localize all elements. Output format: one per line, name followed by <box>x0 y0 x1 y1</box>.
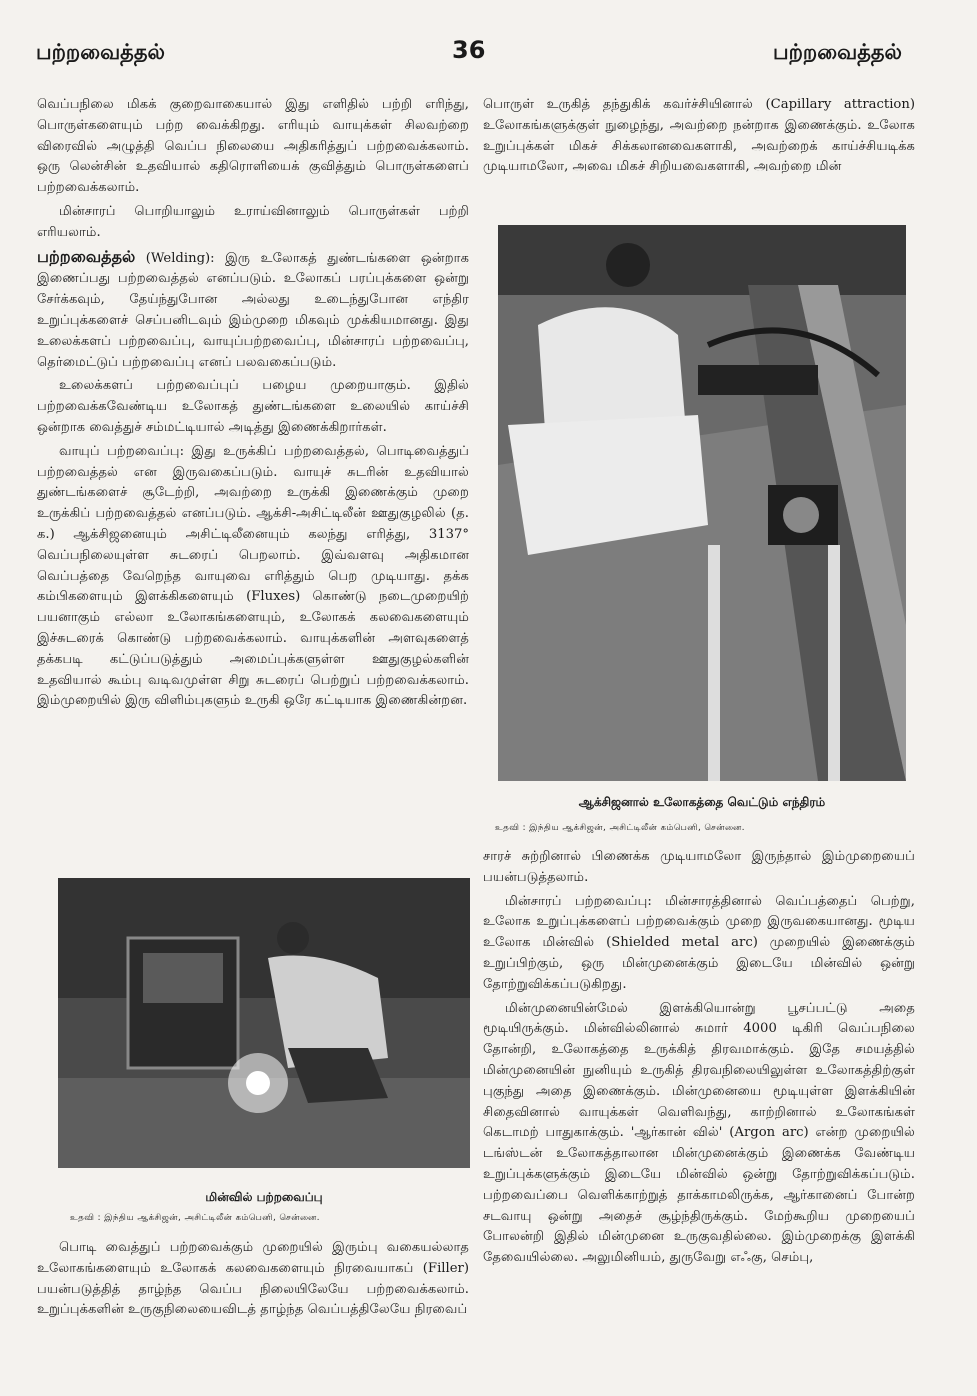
welding-definition: இரு உலோகத் துண்டங்களை ஒன்றாக இணைப்பது பற்றவைத்தல் எனப்படும். உலோகப் பரப்புக்களை ஒன்று சேர்க்கவும், தேய்ந்துபோன அல்லது உடைந்துபோன எந்திர உறுப்புக்களைச் செப்பனிடவும் இம்முறை மிகவும் முக்கியமானது. இது உலைக்களப் பற்றவைப்பு, வாயுப்பற்றவைப்பு, மின்சாரப் பற்றவைப்பு, தெர்மைட்டுப் பற்றவைப்பு எனப் பலவகைப்படும். <box>37 250 470 370</box>
paragraph: மின்சாரப் பற்றவைப்பு: மின்சாரத்தினால் வெப்பத்தைப் பெற்று, உலோக உறுப்புக்களைப் பற்றவைக்கும் முறை இருவகையானது. மூடிய உலோக மின்வில் (Shielded metal arc) முறையில் இணைக்கும் உறுப்பிற்கும், ஒரு மின்முனைக்கும் இடையே மின்வில் ஒன்று தோற்றுவிக்கப்படுகிறது. <box>483 893 915 992</box>
left-column-text <box>37 95 469 715</box>
paragraph: உலைக்களப் பற்றவைப்புப் பழைய முறையாகும். இதில் பற்றவைக்கவேண்டிய உலோகத் துண்டங்களை உலையில் காய்ச்சி ஒன்றாக வைத்துச் சம்மட்டியால் அடித்து இணைக்கிறார்கள். <box>37 378 469 435</box>
paragraph: பொடி வைத்துப் பற்றவைக்கும் முறையில் இரும்பு வகையல்லாத உலோகங்களையும் உலோகக் கலவைகளையும் நிரவையாகப் (Filler) பயன்படுத்தித் தாழ்ந்த வெப்ப நிலையிலேயே பற்றவைக்கலாம். உறுப்புக்களின் உருகுநிலையைவிடத் தாழ்ந்த வெப்பத்திலேயே நிரவைப் <box>37 1240 469 1318</box>
paragraph: வெப்பநிலை மிகக் குறைவாகையால் இது எளிதில் பற்றி எரிந்து, பொருள்களையும் பற்ற வைக்கிறது. எரியும் வாயுக்கள் சிலவற்றை விரைவில் அழுத்தி வெப்ப நிலையை அதிகரித்துப் பற்றவைக்கலாம். ஒரு லென்சின் உதவியால் கதிரொளியைக் குவித்தும் பொருள்களைப் பற்றவைக்கலாம். <box>37 97 469 196</box>
paragraph: மின்சாரப் பொறியாலும் உராய்வினாலும் பொருள்கள் பற்றி எரியலாம். <box>37 203 469 240</box>
paragraph: மின்முனையின்மேல் இளக்கியொன்று பூசப்பட்டு அதை மூடியிருக்கும். மின்வில்லினால் சுமார் 4000 டிகிரி வெப்பநிலை தோன்றி, உலோகத்தை உருக்கித் திரவமாக்கும். இதே சமயத்தில் மின்முனையின் நுனியும் உருகித் திரவநிலையிலுள்ள உலோகத்திற்குள் புகுந்து அதை இணைக்கும். மின்முனையை மூடியுள்ள இளக்கியின் சிதைவினால் வாயுக்கள் வெளிவந்து, காற்றினால் உலோகங்கள் கெடாமற் பாதுகாக்கும். 'ஆர்கான் வில்' (Argon arc) என்ற முறையில் டங்ஸ்டன் உலோகத்தாலான மின்முனைக்கும் இணைக்க வேண்டிய உறுப்புக்களுக்கும் இடையே மின்வில் ஒன்று தோற்றுவிக்கப்படும். பற்றவைப்பை வெளிக்காற்றுத் தாக்காமலிருக்க, ஆர்கானைப் போன்ற சடவாயு ஒன்று அதைச் சூழ்ந்திருக்கும். மேற்கூறிய முறையைப் போலன்றி இதில் மின்முனை உருகுவதில்லை. இம்முறைக்கு இளக்கி தேவையில்லை. அலுமினியம், துருவேறு எஃகு, செம்பு, <box>483 1000 915 1266</box>
arc-welding-caption: மின்வில் பற்றவைப்பு <box>205 1190 323 1204</box>
paragraph: பொருள் உருகித் தந்துகிக் கவர்ச்சியினால் (Capillary attraction) உலோகங்களுக்குள் நுழைந்து, அவற்றை நன்றாக இணைக்கும். உலோக உறுப்புக்கள் மிகச் சிக்கலானவைகளாகி, அவற்றைக் காய்ச்சியடிக்க முடியாமலோ, அவை மிகச் சிறியவைகளாகி, அவற்றை மின் <box>483 97 915 175</box>
welding-paragraph <box>37 247 469 374</box>
arc-welding-photo <box>58 878 470 1168</box>
right-column-bottom-text <box>483 847 915 1272</box>
left-column-bottom-text <box>37 1238 469 1324</box>
oxygen-cutting-photo <box>498 225 906 781</box>
paragraph: வாயுப் பற்றவைப்பு: இது உருக்கிப் பற்றவைத்தல், பொடிவைத்துப் பற்றவைத்தல் என இருவகைப்படும். வாயுச் சுடரின் உதவியால் துண்டங்களைச் சூடேற்றி, அவற்றை உருக்கி இணைக்கும் முறை உருக்கிப் பற்றவைத்தல் எனப்படும். ஆக்சி-அசிட்டிலீன் ஊதுகுழலில் (த. க.) ஆக்சிஜனையும் அசிட்டிலீனையும் கலந்து எரித்து, 3137° வெப்பநிலையுள்ள சுடரைப் பெறலாம். இவ்வளவு அதிகமான வெப்பத்தை வேறெந்த வாயுவை எரித்தும் பெற முடியாது. தக்க கம்பிகளையும் இளக்கிகளையும் (Fluxes) கொண்டு நடைமுறையிற் பயனாகும் எல்லா உலோகங்களையும், உலோகக் கலவைகளையும் இச்சுடரைக் கொண்டு பற்றவைக்கலாம். வாயுக்களின் அளவுகளைத் தக்கபடி கட்டுப்படுத்தும் அமைப்புக்களுள்ள ஊதுகுழல்களின் உதவியால் கூம்பு வடிவமுள்ள சிறு சுடரைப் பெற்றுப் பற்றவைக்கலாம். இம்முறையில் இரு விளிம்புகளும் உருகி ஒரே கட்டியாக இணைகின்றன. <box>37 443 469 709</box>
oxygen-cutting-credit: உதவி : இந்திய ஆக்சிஜன், அசிட்டிலீன் கம்பெனி, சென்னை. <box>495 823 745 833</box>
page-number: 36 <box>452 36 486 64</box>
right-column-text <box>483 95 915 181</box>
welding-term: பற்றவைத்தல் <box>37 246 136 266</box>
arc-welding-credit: உதவி : இந்திய ஆக்சிஜன், அசிட்டிலீன் கம்பெனி, சென்னை. <box>70 1213 320 1223</box>
paragraph: சாரச் சுற்றினால் பிணைக்க முடியாமலோ இருந்தால் இம்முறையைப் பயன்படுத்தலாம். <box>483 849 915 885</box>
running-header-left: பற்றவைத்தல் <box>36 40 165 64</box>
welding-english: (Welding): <box>145 250 215 266</box>
oxygen-cutting-caption: ஆக்சிஜனால் உலோகத்தை வெட்டும் எந்திரம் <box>578 795 826 809</box>
running-header-right: பற்றவைத்தல் <box>773 40 902 64</box>
